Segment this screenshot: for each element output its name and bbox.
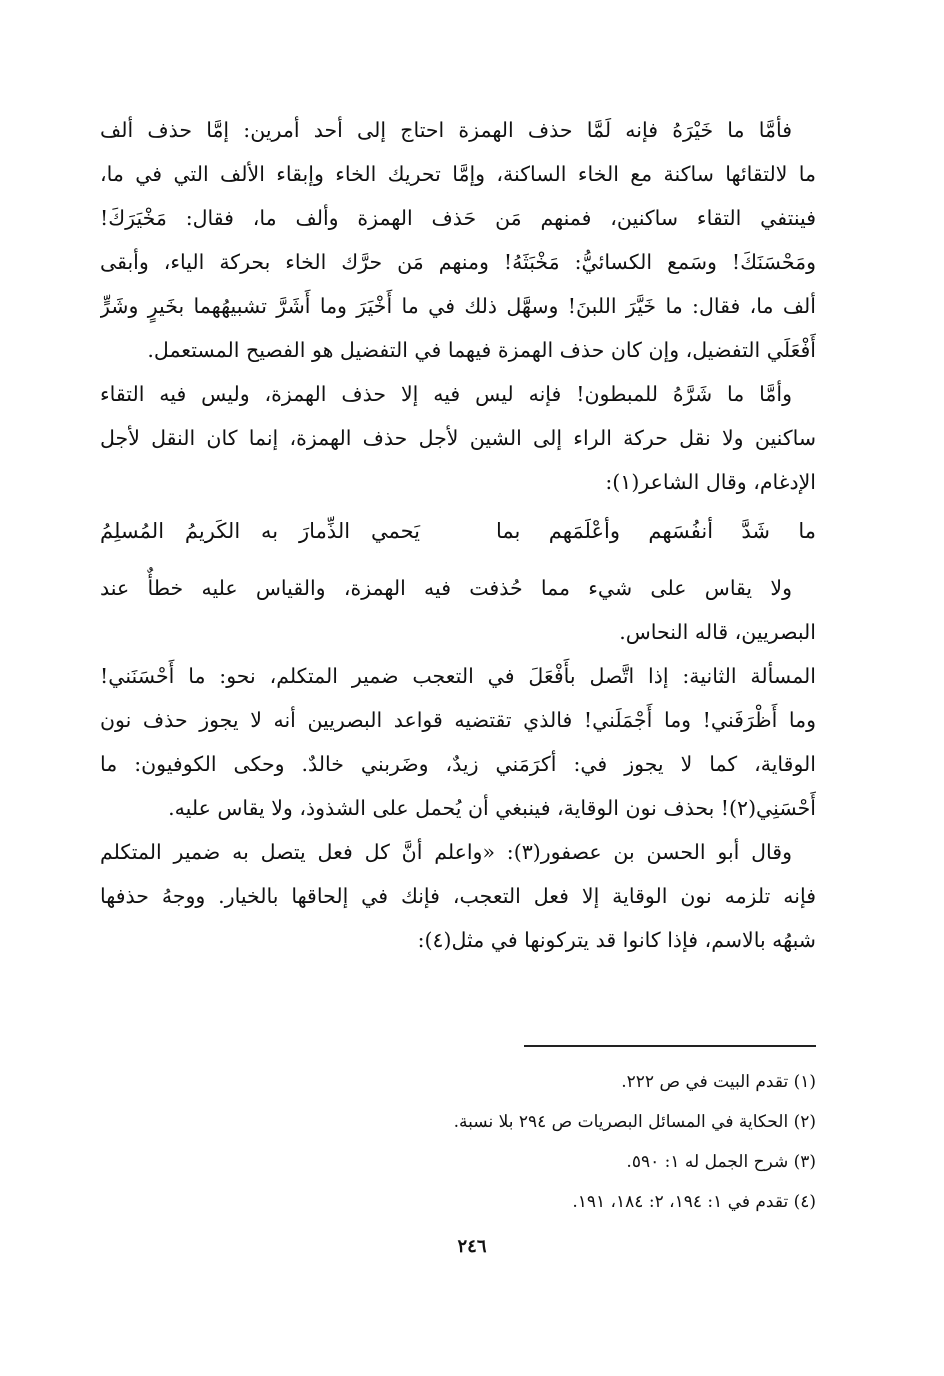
- text-line: أَحْسَنِي(٢)! بحذف نون الوقاية، فينبغي أن يُحمل على الشذوذ، ولا يقاس عليه.: [168, 796, 816, 820]
- footnote: (٣) شرح الجمل له ١: ٥٩٠.: [626, 1152, 816, 1172]
- text-line: المسألة الثانية: إذا اتَّصل بأَفْعَلَ في التعجب ضمير المتكلم، نحو: ما أَحْسَنَني!: [100, 664, 816, 688]
- footnote-separator: [524, 1045, 816, 1047]
- text-line: البصريين، قاله النحاس.: [619, 620, 816, 644]
- text-line: ولا يقاس على شيء مما حُذفت فيه الهمزة، والقياس عليه خطأٌ عند: [100, 576, 792, 600]
- footnote: (١) تقدم البيت في ص ٢٢٢.: [621, 1072, 816, 1092]
- text-line: الإدغام، وقال الشاعر(١):: [605, 470, 816, 494]
- poetry-verse: [100, 506, 816, 556]
- footnote: (٤) تقدم في ١: ١٩٤، ٢: ١٨٤، ١٩١.: [572, 1192, 816, 1212]
- text-line: أَفْعَلَي التفضيل، وإن كان حذف الهمزة فيهما في التفضيل هو الفصيح المستعمل.: [147, 338, 816, 362]
- text-line: الوقاية، كما لا يجوز في: أكرَمَني زيدٌ، وضَربني خالدٌ. وحكى الكوفيون: ما: [100, 752, 816, 776]
- text-line: ألف ما، فقال: ما خَيَّرَ اللبنَ! وسهَّل ذلك في ما أَخْيَرَ وما أَشَرَّ تشبيهُهما بخَيرٍ وشَرٍّ: [100, 294, 816, 318]
- text-line: وقال أبو الحسن بن عصفور(٣): «واعلم أنَّ كل فعل يتصل به ضمير المتكلم: [100, 840, 792, 864]
- text-line: فأمَّا ما خَيْرَهُ فإنه لَمَّا حذف الهمزة احتاج إلى أحد أمرين: إمَّا حذف ألف: [100, 118, 792, 142]
- text-line: فينتفي التقاء ساكنين، فمنهم مَن حَذف الهمزة وألف ما، فقال: مَخْيَرَكَ!: [100, 206, 816, 230]
- verse-second-hemistich: يَحمي الذِّمارَ به الكَريمُ المُسلِمُ: [100, 519, 420, 543]
- main-text: [100, 108, 816, 962]
- footnotes: [100, 1062, 816, 1222]
- text-line: فإنه تلزمه نون الوقاية إلا فعل التعجب، فإنك في إلحاقها بالخيار. ووجهُ حذفها: [100, 884, 816, 908]
- text-line: وأمَّا ما شَرَّهُ للمبطون! فإنه ليس فيه إلا حذف الهمزة، وليس فيه التقاء: [100, 382, 792, 406]
- text-line: شبهُه بالاسم، فإذا كانوا قد يتركونها في مثل(٤):: [417, 928, 816, 952]
- text-line: وما أَظْرَفَني! وما أَجْمَلَني! فالذي تقتضيه قواعد البصريين أنه لا يجوز حذف نون: [100, 708, 816, 732]
- verse-first-hemistich: ما شَدَّ أنفُسَهم وأعْلَمَهم بما: [496, 519, 816, 543]
- page-number: ٢٤٦: [457, 1236, 487, 1257]
- text-line: ما لالتقائها ساكنة مع الخاء الساكنة، وإمَّا تحريك الخاء وإبقاء الألف التي في ما،: [100, 162, 816, 186]
- text-line: ساكنين ولا نقل حركة الراء إلى الشين لأجل حذف الهمزة، إنما كان النقل لأجل: [100, 426, 816, 450]
- footnote: (٢) الحكاية في المسائل البصريات ص ٢٩٤ بلا نسبة.: [453, 1112, 816, 1132]
- text-line: ومَحْسَنَكَ! وسَمع الكسائيُّ: مَخْبَثَهُ! ومنهم مَن حرَّك الخاء بحركة الياء، وأبقى: [100, 250, 816, 274]
